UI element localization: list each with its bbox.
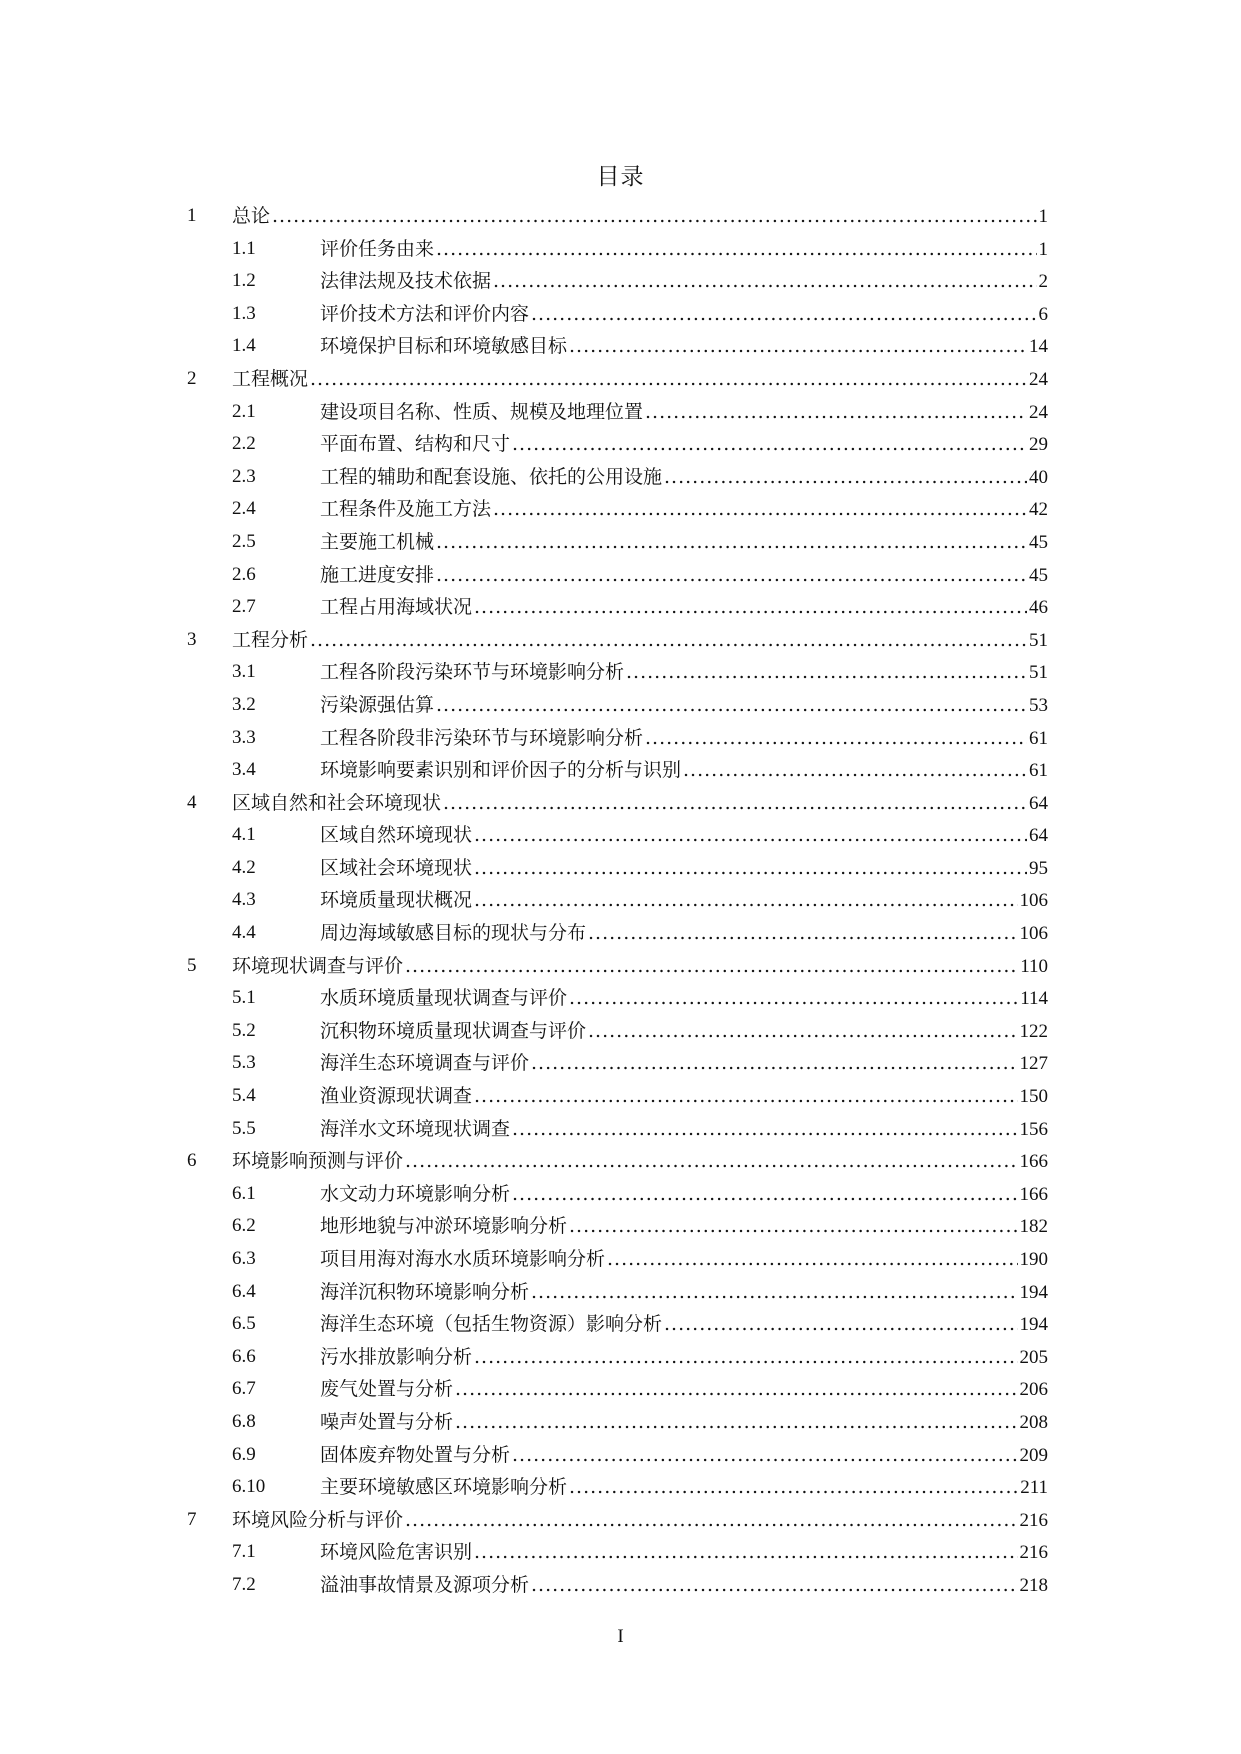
- toc-entry-page: 150: [1019, 1086, 1048, 1108]
- toc-entry-number: 5.5: [232, 1117, 256, 1139]
- toc-entry-number: 6.1: [232, 1182, 256, 1204]
- toc-section-entry[interactable]: [0, 265, 1241, 298]
- toc-entry-page: 64: [1029, 792, 1048, 814]
- toc-entry-line: [320, 722, 1048, 756]
- toc-entry-line: [320, 1536, 1048, 1570]
- toc-entry-number: 4.4: [232, 922, 256, 944]
- dot-leader: [588, 917, 1017, 950]
- dot-leader: [474, 819, 1027, 852]
- dot-leader: [569, 1210, 1017, 1243]
- dot-leader: [272, 200, 1036, 233]
- toc-entry-page: 209: [1019, 1444, 1048, 1466]
- table-of-contents: [0, 200, 1241, 1602]
- dot-leader: [512, 1178, 1017, 1211]
- toc-entry-line: [320, 1015, 1048, 1049]
- toc-entry-title: 污染源强估算: [320, 693, 435, 716]
- toc-entry-line: [232, 950, 1048, 984]
- toc-entry-number: 2.6: [232, 563, 256, 585]
- toc-entry-title: 施工进度安排: [320, 563, 435, 586]
- toc-entry-number: 1.1: [232, 237, 256, 259]
- toc-section-entry[interactable]: [0, 1210, 1241, 1243]
- toc-entry-title: 环境保护目标和环境敏感目标: [320, 335, 568, 358]
- toc-entry-line: [320, 396, 1048, 430]
- toc-entry-number: 6.9: [232, 1443, 256, 1465]
- dot-leader: [588, 1015, 1017, 1048]
- toc-entry-page: 110: [1020, 955, 1048, 977]
- toc-entry-line: [320, 1080, 1048, 1114]
- dot-leader: [531, 1276, 1017, 1309]
- toc-section-entry[interactable]: [0, 1439, 1241, 1472]
- dot-leader: [607, 1243, 1017, 1276]
- toc-section-entry[interactable]: [0, 1569, 1241, 1602]
- toc-section-entry[interactable]: [0, 1373, 1241, 1406]
- toc-entry-page: 218: [1019, 1574, 1048, 1596]
- toc-entry-number: 2.4: [232, 498, 256, 520]
- toc-section-entry[interactable]: [0, 428, 1241, 461]
- toc-chapter-entry[interactable]: [0, 200, 1241, 233]
- toc-entry-title: 建设项目名称、性质、规模及地理位置: [320, 400, 644, 423]
- toc-section-entry[interactable]: [0, 1341, 1241, 1374]
- dot-leader: [436, 526, 1027, 559]
- toc-entry-line: [320, 1047, 1048, 1081]
- toc-entry-title: 环境质量现状概况: [320, 889, 473, 912]
- toc-entry-title: 水质环境质量现状调查与评价: [320, 987, 568, 1010]
- dot-leader: [474, 591, 1027, 624]
- toc-entry-line: [320, 1569, 1048, 1603]
- toc-entry-number: 6.5: [232, 1313, 256, 1335]
- toc-entry-line: [320, 591, 1048, 625]
- toc-entry-page: 216: [1019, 1509, 1048, 1531]
- toc-entry-line: [320, 1243, 1048, 1277]
- toc-entry-number: 6.7: [232, 1378, 256, 1400]
- toc-chapter-entry[interactable]: [0, 787, 1241, 820]
- toc-entry-line: [320, 1178, 1048, 1212]
- toc-entry-title: 水文动力环境影响分析: [320, 1182, 511, 1205]
- toc-section-entry[interactable]: [0, 396, 1241, 429]
- toc-entry-line: [320, 1406, 1048, 1440]
- toc-title: 目录: [596, 164, 645, 190]
- toc-entry-title: 工程各阶段污染环节与环境影响分析: [320, 661, 625, 684]
- toc-entry-title: 海洋沉积物环境影响分析: [320, 1280, 530, 1303]
- toc-entry-line: [320, 689, 1048, 723]
- dot-leader: [474, 1536, 1017, 1569]
- toc-entry-line: [320, 884, 1048, 918]
- dot-leader: [310, 624, 1027, 657]
- toc-entry-line: [232, 1504, 1048, 1538]
- toc-entry-page: 182: [1019, 1216, 1048, 1238]
- toc-entry-line: [232, 363, 1048, 397]
- page-number: I: [617, 1626, 624, 1647]
- toc-section-entry[interactable]: [0, 982, 1241, 1015]
- toc-entry-page: 166: [1019, 1183, 1048, 1205]
- toc-entry-page: 24: [1029, 368, 1048, 390]
- toc-entry-number: 6.4: [232, 1280, 256, 1302]
- toc-entry-page: 24: [1029, 401, 1048, 423]
- toc-entry-number: 4.1: [232, 824, 256, 846]
- toc-entry-number: 6.3: [232, 1248, 256, 1269]
- toc-section-entry[interactable]: [0, 689, 1241, 722]
- toc-section-entry[interactable]: [0, 526, 1241, 559]
- toc-entry-page: 2: [1038, 271, 1048, 293]
- dot-leader: [474, 852, 1027, 885]
- toc-entry-title: 区域社会环境现状: [320, 856, 473, 879]
- toc-entry-line: [232, 624, 1048, 658]
- toc-entry-title: 周边海域敏感目标的现状与分布: [320, 922, 587, 945]
- toc-entry-line: [320, 1373, 1048, 1407]
- toc-chapter-entry[interactable]: [0, 1504, 1241, 1537]
- toc-entry-title: 平面布置、结构和尺寸: [320, 433, 511, 456]
- dot-leader: [493, 265, 1036, 298]
- toc-section-entry[interactable]: [0, 559, 1241, 592]
- toc-entry-line: [320, 330, 1048, 364]
- toc-entry-page: 45: [1029, 531, 1048, 553]
- toc-entry-line: [232, 787, 1048, 821]
- toc-entry-page: 45: [1029, 564, 1048, 586]
- toc-entry-number: 6.6: [232, 1345, 256, 1367]
- toc-entry-line: [320, 298, 1048, 332]
- toc-entry-title: 工程各阶段非污染环节与环境影响分析: [320, 726, 644, 749]
- toc-section-entry[interactable]: [0, 884, 1241, 917]
- toc-section-entry[interactable]: [0, 1243, 1241, 1276]
- toc-entry-number: 3.2: [232, 693, 256, 715]
- toc-entry-line: [320, 982, 1048, 1016]
- toc-section-entry[interactable]: [0, 1015, 1241, 1048]
- dot-leader: [436, 689, 1027, 722]
- dot-leader: [474, 884, 1017, 917]
- toc-entry-page: 61: [1029, 760, 1048, 782]
- toc-entry-title: 主要施工机械: [320, 530, 435, 553]
- dot-leader: [455, 1406, 1017, 1439]
- toc-entry-page: 194: [1019, 1281, 1048, 1303]
- toc-entry-title: 评价技术方法和评价内容: [320, 302, 530, 325]
- dot-leader: [512, 428, 1027, 461]
- toc-entry-title: 海洋生态环境调查与评价: [320, 1052, 530, 1075]
- toc-entry-number: 7.1: [232, 1541, 256, 1563]
- toc-entry-number: 6.2: [232, 1215, 256, 1237]
- toc-entry-line: [320, 917, 1048, 951]
- toc-entry-line: [320, 754, 1048, 788]
- toc-chapter-entry[interactable]: [0, 950, 1241, 983]
- toc-entry-title: 环境风险分析与评价: [232, 1508, 404, 1531]
- toc-entry-line: [320, 819, 1048, 853]
- toc-section-entry[interactable]: [0, 656, 1241, 689]
- toc-entry-title: 法律法规及技术依据: [320, 270, 492, 293]
- toc-entry-page: 42: [1029, 499, 1048, 521]
- toc-entry-page: 194: [1019, 1314, 1048, 1336]
- toc-entry-page: 6: [1038, 303, 1048, 325]
- toc-entry-title: 项目用海对海水水质环境影响分析: [320, 1248, 606, 1270]
- toc-entry-title: 溢油事故情景及源项分析: [320, 1573, 530, 1596]
- toc-entry-title: 地形地貌与冲淤环境影响分析: [320, 1215, 568, 1238]
- toc-entry-title: 主要环境敏感区环境影响分析: [320, 1476, 568, 1499]
- toc-entry-number: 4: [187, 791, 197, 813]
- toc-entry-line: [320, 1439, 1048, 1473]
- dot-leader: [405, 950, 1018, 983]
- toc-entry-title: 工程占用海域状况: [320, 596, 473, 619]
- toc-section-entry[interactable]: [0, 852, 1241, 885]
- toc-entry-page: 205: [1019, 1346, 1048, 1368]
- dot-leader: [405, 1504, 1017, 1537]
- toc-section-entry[interactable]: [0, 1406, 1241, 1439]
- toc-entry-title: 海洋生态环境（包括生物资源）影响分析: [320, 1313, 663, 1336]
- toc-entry-page: 61: [1029, 727, 1048, 749]
- toc-chapter-entry[interactable]: [0, 1145, 1241, 1178]
- dot-leader: [512, 1439, 1017, 1472]
- toc-entry-line: [320, 852, 1048, 886]
- toc-entry-line: [320, 526, 1048, 560]
- toc-entry-number: 5.4: [232, 1085, 256, 1107]
- toc-entry-page: 106: [1019, 890, 1048, 912]
- toc-entry-page: 208: [1019, 1411, 1048, 1433]
- toc-section-entry[interactable]: [0, 461, 1241, 494]
- toc-section-entry[interactable]: [0, 1276, 1241, 1309]
- dot-leader: [664, 461, 1027, 494]
- dot-leader: [569, 982, 1018, 1015]
- toc-entry-page: 64: [1029, 825, 1048, 847]
- dot-leader: [405, 1145, 1017, 1178]
- toc-entry-number: 3.1: [232, 661, 256, 683]
- toc-entry-number: 4.3: [232, 889, 256, 911]
- toc-section-entry[interactable]: [0, 722, 1241, 755]
- dot-leader: [645, 722, 1027, 755]
- toc-entry-line: [232, 200, 1048, 234]
- toc-section-entry[interactable]: [0, 1536, 1241, 1569]
- toc-entry-line: [320, 1308, 1048, 1342]
- toc-entry-title: 海洋水文环境现状调查: [320, 1117, 511, 1140]
- toc-entry-title: 区域自然和社会环境现状: [232, 791, 442, 814]
- toc-section-entry[interactable]: [0, 754, 1241, 787]
- toc-entry-title: 工程的辅助和配套设施、依托的公用设施: [320, 465, 663, 488]
- toc-entry-line: [320, 1341, 1048, 1375]
- toc-entry-page: 216: [1019, 1542, 1048, 1564]
- toc-section-entry[interactable]: [0, 493, 1241, 526]
- toc-entry-number: 2.2: [232, 433, 256, 455]
- toc-entry-page: 106: [1019, 923, 1048, 945]
- toc-entry-number: 1: [187, 205, 197, 226]
- dot-leader: [443, 787, 1027, 820]
- toc-entry-page: 122: [1019, 1020, 1048, 1042]
- dot-leader: [436, 233, 1036, 266]
- toc-entry-line: [320, 1210, 1048, 1244]
- toc-entry-title: 工程分析: [232, 628, 309, 651]
- toc-entry-page: 29: [1029, 434, 1048, 456]
- dot-leader: [436, 559, 1027, 592]
- toc-entry-line: [320, 1113, 1048, 1147]
- toc-entry-number: 2: [187, 367, 197, 389]
- toc-entry-title: 渔业资源现状调查: [320, 1085, 473, 1108]
- toc-entry-title: 废气处置与分析: [320, 1378, 454, 1401]
- toc-entry-number: 2.7: [232, 596, 256, 618]
- toc-entry-line: [320, 265, 1048, 299]
- toc-entry-page: 53: [1029, 694, 1048, 716]
- toc-section-entry[interactable]: [0, 819, 1241, 852]
- toc-entry-page: 1: [1038, 206, 1048, 227]
- dot-leader: [531, 1047, 1017, 1080]
- toc-entry-title: 工程条件及施工方法: [320, 498, 492, 521]
- toc-entry-number: 6.8: [232, 1410, 256, 1432]
- toc-entry-title: 总论: [232, 205, 271, 227]
- toc-entry-title: 评价任务由来: [320, 237, 435, 260]
- toc-entry-number: 5.3: [232, 1052, 256, 1074]
- toc-entry-title: 区域自然环境现状: [320, 824, 473, 847]
- toc-entry-page: 211: [1020, 1477, 1048, 1499]
- toc-entry-title: 环境风险危害识别: [320, 1541, 473, 1564]
- toc-entry-line: [320, 559, 1048, 593]
- toc-section-entry[interactable]: [0, 591, 1241, 624]
- toc-entry-number: 5.1: [232, 987, 256, 1009]
- toc-entry-title: 环境现状调查与评价: [232, 954, 404, 977]
- toc-entry-number: 1.3: [232, 302, 256, 324]
- toc-entry-page: 51: [1029, 629, 1048, 651]
- toc-entry-page: 51: [1029, 662, 1048, 684]
- toc-entry-title: 污水排放影响分析: [320, 1345, 473, 1368]
- dot-leader: [310, 363, 1027, 396]
- toc-entry-number: 4.2: [232, 856, 256, 878]
- dot-leader: [455, 1373, 1017, 1406]
- toc-entry-line: [320, 428, 1048, 462]
- toc-entry-number: 1.2: [232, 270, 256, 292]
- toc-entry-title: 沉积物环境质量现状调查与评价: [320, 1019, 587, 1042]
- toc-entry-number: 3.4: [232, 759, 256, 781]
- toc-entry-number: 5: [187, 954, 197, 976]
- dot-leader: [569, 330, 1027, 363]
- dot-leader: [664, 1308, 1017, 1341]
- toc-entry-number: 3: [187, 628, 197, 650]
- toc-entry-line: [232, 1145, 1048, 1179]
- dot-leader: [531, 1569, 1017, 1602]
- toc-entry-line: [320, 656, 1048, 690]
- dot-leader: [626, 656, 1027, 689]
- toc-entry-number: 2.3: [232, 465, 256, 487]
- dot-leader: [512, 1113, 1017, 1146]
- toc-entry-number: 2.1: [232, 400, 256, 422]
- dot-leader: [474, 1341, 1017, 1374]
- toc-entry-number: 1.4: [232, 335, 256, 357]
- toc-section-entry[interactable]: [0, 298, 1241, 331]
- toc-entry-page: 14: [1029, 336, 1048, 358]
- toc-section-entry[interactable]: [0, 1471, 1241, 1504]
- toc-entry-number: 3.3: [232, 726, 256, 748]
- toc-entry-page: 166: [1019, 1151, 1048, 1173]
- toc-section-entry[interactable]: [0, 1308, 1241, 1341]
- toc-entry-number: 7: [187, 1508, 197, 1530]
- toc-section-entry[interactable]: [0, 330, 1241, 363]
- toc-entry-line: [320, 461, 1048, 495]
- toc-section-entry[interactable]: [0, 917, 1241, 950]
- dot-leader: [493, 493, 1027, 526]
- dot-leader: [645, 396, 1027, 429]
- toc-entry-page: 206: [1019, 1379, 1048, 1401]
- toc-section-entry[interactable]: [0, 1113, 1241, 1146]
- toc-section-entry[interactable]: [0, 1080, 1241, 1113]
- toc-section-entry[interactable]: [0, 233, 1241, 266]
- toc-chapter-entry[interactable]: [0, 363, 1241, 396]
- toc-entry-page: 95: [1029, 857, 1048, 879]
- toc-entry-line: [320, 1471, 1048, 1505]
- toc-entry-title: 环境影响预测与评价: [232, 1150, 404, 1173]
- toc-entry-title: 固体废弃物处置与分析: [320, 1443, 511, 1466]
- toc-entry-page: 127: [1019, 1053, 1048, 1075]
- toc-entry-number: 6.10: [232, 1476, 266, 1498]
- toc-section-entry[interactable]: [0, 1178, 1241, 1211]
- toc-entry-title: 环境影响要素识别和评价因子的分析与识别: [320, 759, 682, 782]
- dot-leader: [683, 754, 1027, 787]
- dot-leader: [474, 1080, 1017, 1113]
- toc-entry-page: 114: [1020, 988, 1048, 1010]
- toc-entry-page: 156: [1019, 1118, 1048, 1140]
- toc-entry-number: 2.5: [232, 530, 256, 552]
- toc-entry-title: 工程概况: [232, 367, 309, 390]
- toc-entry-page: 1: [1038, 238, 1048, 260]
- toc-entry-title: 噪声处置与分析: [320, 1410, 454, 1433]
- toc-chapter-entry[interactable]: [0, 624, 1241, 657]
- toc-entry-page: 190: [1019, 1249, 1048, 1270]
- dot-leader: [531, 298, 1036, 331]
- toc-entry-number: 6: [187, 1150, 197, 1172]
- toc-entry-page: 40: [1029, 466, 1048, 488]
- toc-entry-number: 5.2: [232, 1019, 256, 1041]
- toc-entry-line: [320, 1276, 1048, 1310]
- toc-entry-number: 7.2: [232, 1573, 256, 1595]
- toc-entry-line: [320, 233, 1048, 267]
- toc-section-entry[interactable]: [0, 1047, 1241, 1080]
- dot-leader: [569, 1471, 1018, 1504]
- toc-entry-page: 46: [1029, 597, 1048, 619]
- toc-entry-line: [320, 493, 1048, 527]
